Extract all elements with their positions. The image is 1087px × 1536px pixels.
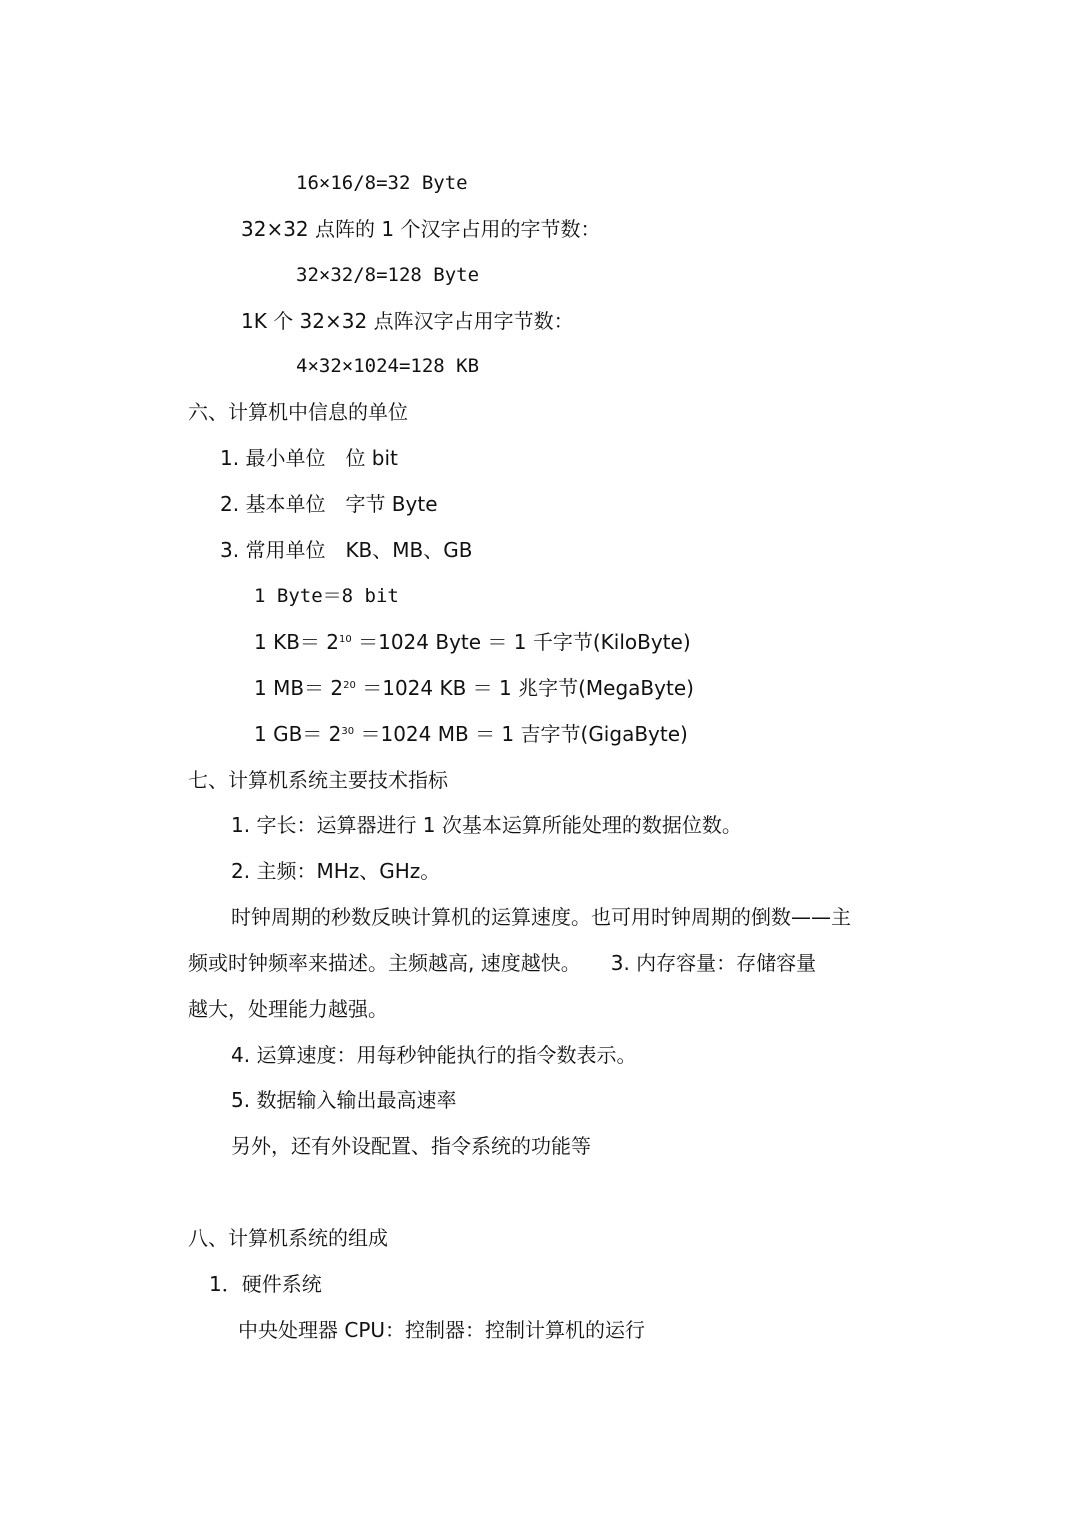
byte-definition: 1 Byte＝8 bit <box>254 585 399 607</box>
section-8-heading: 八、计算机系统的组成 <box>188 1226 388 1250</box>
gb-definition: 1 $GB= 2^{30} =1024$ MB ＝ 1 吉字节(GigaByte) <box>254 722 688 746</box>
kb-definition: 1 $KB= 2^{10} =1024$ Byte ＝ 1 千字节(KiloByte) <box>254 630 691 654</box>
section-7-paragraph-line-3: 越大，处理能力越强。 <box>188 997 388 1021</box>
section-6-item-2: 2. 基本单位 字节 Byte <box>220 492 438 516</box>
section-7-paragraph-line-2: 频或时钟频率来描述。主频越高, 速度越快。 3. 内存容量：存储容量 <box>188 951 817 975</box>
mb-definition: 1 $MB= 2^{20} =1024$ KB ＝ 1 兆字节(MegaByte) <box>254 676 694 700</box>
section-8-sub-1: 1．硬件系统 <box>209 1272 322 1296</box>
line-32x32-desc: 32×32 点阵的 1 个汉字占用的字节数： <box>241 217 601 241</box>
section-7-heading: 七、计算机系统主要技术指标 <box>188 768 448 792</box>
section-7-item-4: 4. 运算速度：用每秒钟能执行的指令数表示。 <box>231 1043 637 1067</box>
section-7-item-2: 2. 主频：MHz、GHz。 <box>231 859 441 883</box>
calc-32x32: 32×32/8=128 Byte <box>296 264 480 286</box>
section-7-item-5: 5. 数据输入输出最高速率 <box>231 1088 457 1112</box>
cpu-line: 中央处理器 CPU：控制器：控制计算机的运行 <box>238 1318 646 1342</box>
section-6-item-3: 3. 常用单位 KB、MB、GB <box>220 538 473 562</box>
calc-16x16: 16×16/8=32 Byte <box>296 172 468 194</box>
line-1k-desc: 1K 个 32×32 点阵汉字占用字节数： <box>241 309 574 333</box>
section-7-extra: 另外，还有外设配置、指令系统的功能等 <box>231 1134 591 1158</box>
section-6-item-1: 1. 最小单位 位 bit <box>220 446 398 470</box>
section-6-heading: 六、计算机中信息的单位 <box>188 400 408 424</box>
calc-1k: 4×32×1024=128 KB <box>296 355 480 377</box>
section-7-paragraph-line-1: 时钟周期的秒数反映计算机的运算速度。也可用时钟周期的倒数——主 <box>231 905 851 929</box>
section-7-item-1: 1. 字长：运算器进行 1 次基本运算所能处理的数据位数。 <box>231 813 742 837</box>
